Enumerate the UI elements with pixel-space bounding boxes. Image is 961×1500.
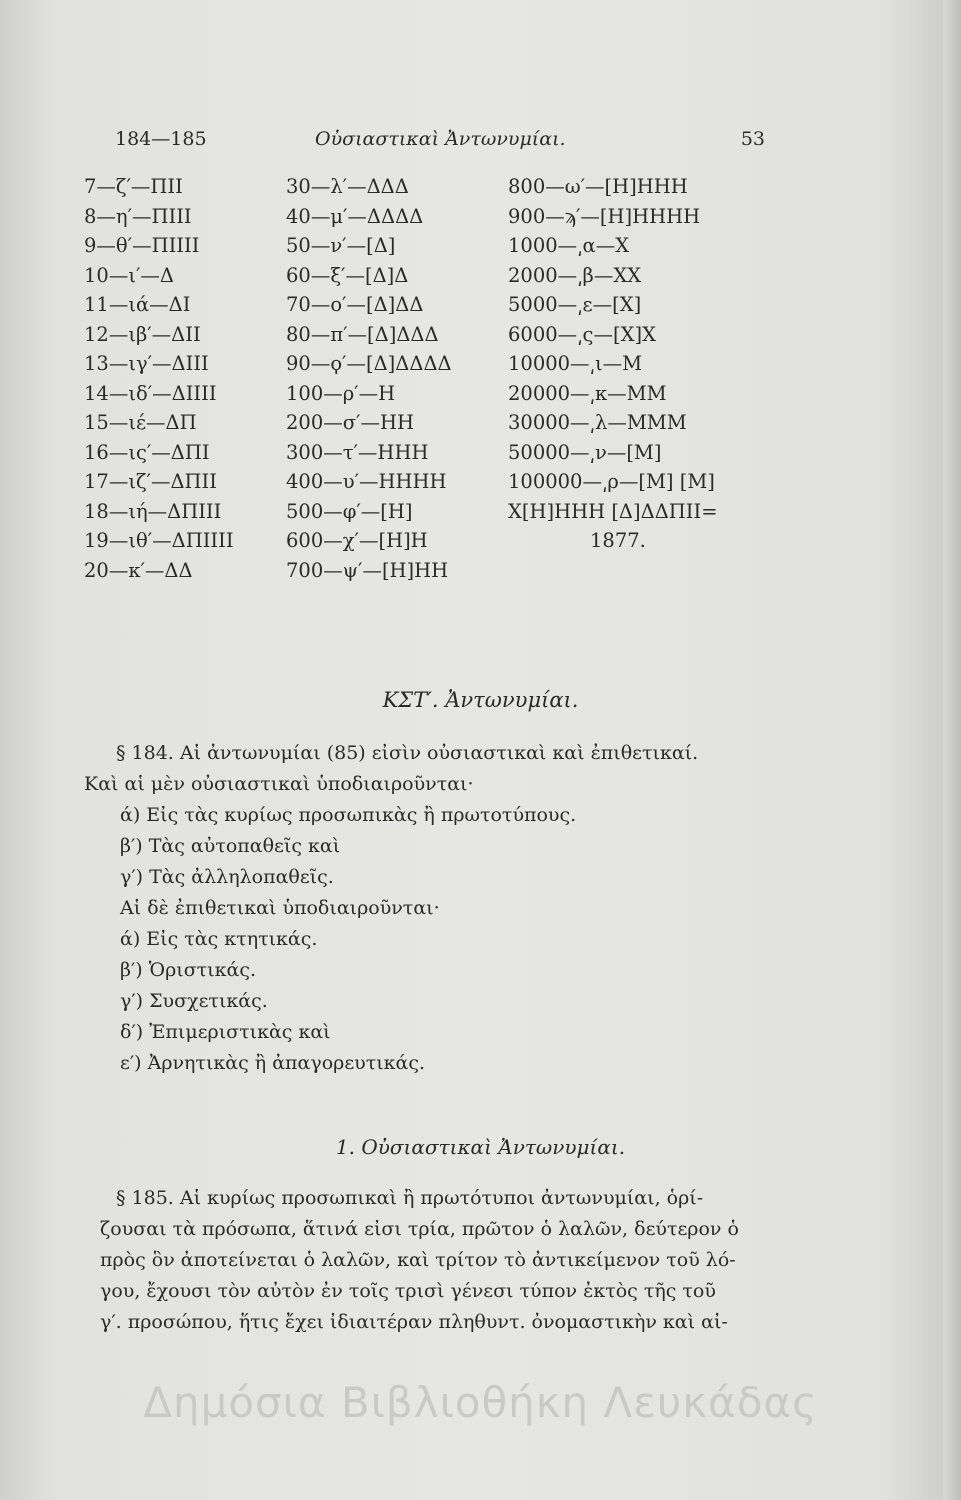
numeral-row: 90—ϙ′—[Δ]ΔΔΔΔ — [286, 352, 452, 375]
paragraph-185 — [100, 1183, 770, 1338]
list-item: δ′) Ἐπιμεριστικὰς καὶ — [120, 1021, 331, 1043]
text-line: Αἱ δὲ ἐπιθετικαὶ ὑποδιαιροῦνται· — [120, 897, 440, 919]
numeral-row: 800—ω′—[Η]ΗΗΗ — [508, 175, 688, 198]
page-number: 53 — [740, 128, 765, 150]
numeral-row: 400—υ′—ΗΗΗΗ — [286, 470, 447, 493]
list-item: ε′) Ἀρνητικὰς ἢ ἀπαγορευτικάς. — [120, 1052, 426, 1074]
numeral-row: 100000—͵ρ—[Μ] [Μ] — [508, 470, 715, 493]
numeral-row: 900—ϡ′—[Η]ΗΗΗΗ — [508, 204, 701, 228]
numeral-column-3 — [508, 172, 718, 556]
page-edge — [943, 0, 961, 1500]
numeral-row: 8—η′—ΠΙΙΙ — [84, 204, 192, 228]
list-item: ά) Εἰς τὰς κτητικάς. — [120, 928, 318, 950]
numeral-row: 14—ιδ′—ΔΙΙΙΙ — [84, 381, 217, 405]
numeral-row: 9—θ′—ΠΙΙΙΙ — [84, 234, 200, 257]
text-line: § 185. Αἱ κυρίως προσωπικαὶ ἢ πρωτότυποι ἀντωνυμίαι, ὁρί- — [116, 1187, 704, 1209]
running-header — [115, 128, 765, 158]
numeral-row: 40—μ′—ΔΔΔΔ — [286, 204, 424, 228]
numeral-row: 300—τ′—ΗΗΗ — [286, 440, 429, 464]
numeral-row: 70—ο′—[Δ]ΔΔ — [286, 293, 424, 316]
numeral-row: 30000—͵λ—ΜΜΜ — [508, 411, 687, 434]
text-line: πρὸς ὃν ἀποτείνεται ὁ λαλῶν, καὶ τρίτον τὸ ἀντικείμενον τοῦ λό- — [100, 1249, 736, 1271]
numeral-row: 700—ψ′—[Η]ΗΗ — [286, 558, 449, 582]
numeral-row: 15—ιέ—ΔΠ — [84, 411, 197, 434]
numeral-year: 1877. — [590, 529, 646, 552]
text-line: Καὶ αἱ μὲν οὐσιαστικαὶ ὑποδιαιροῦνται· — [84, 773, 474, 795]
subsection-heading: 1. Οὐσιαστικαὶ Ἀντωνυμίαι. — [335, 1135, 626, 1159]
numeral-row: 5000—͵ε—[Χ] — [508, 293, 642, 316]
numeral-row: 10—ι′—Δ — [84, 263, 174, 287]
numeral-row: 18—ιή—ΔΠΙΙΙ — [84, 499, 222, 523]
numeral-row: 2000—͵β—ΧΧ — [508, 263, 642, 287]
section-range: 184—185 — [115, 128, 207, 150]
numeral-row: 6000—͵ς—[Χ]Χ — [508, 322, 656, 346]
list-item: γ′) Συσχετικάς. — [120, 990, 268, 1012]
numeral-column-2 — [286, 172, 452, 585]
numeral-row: 17—ιζ′—ΔΠΙΙ — [84, 470, 217, 493]
running-title: Οὐσιαστικαὶ Ἀντωνυμίαι. — [315, 128, 566, 150]
numeral-row: 7—ζ′—ΠΙΙ — [84, 175, 183, 198]
numeral-row: 500—φ′—[Η] — [286, 499, 413, 523]
numeral-row: 80—π′—[Δ]ΔΔΔ — [286, 322, 439, 346]
section-heading: ΚΣΤ′. Ἀντωνυμίαι. — [382, 688, 579, 712]
text-line: § 184. Αἱ ἀντωνυμίαι (85) εἰσὶν οὐσιαστικαὶ καὶ ἐπιθετικαί. — [116, 742, 699, 764]
numeral-row: 11—ιά—ΔΙ — [84, 293, 191, 316]
text-line: γ′. προσώπου, ἥτις ἔχει ἰδιαιτέραν πληθυντ. ὀνομαστικὴν καὶ αἰ- — [100, 1311, 728, 1333]
numeral-row: 600—χ′—[Η]Η — [286, 529, 428, 552]
numeral-row: 50000—͵ν—[Μ] — [508, 440, 662, 464]
numeral-row: 60—ξ′—[Δ]Δ — [286, 263, 409, 287]
numeral-sum-row: Χ[Η]ΗΗΗ [Δ]ΔΔΠΙΙ= — [508, 499, 718, 523]
numeral-row: 1000—͵α—Χ — [508, 234, 630, 257]
paragraph-184 — [84, 738, 780, 1079]
numeral-row: 200—σ′—ΗΗ — [286, 411, 414, 434]
library-watermark: Δημόσια Βιβλιοθήκη Λευκάδας — [143, 1378, 818, 1427]
numeral-row: 10000—͵ι—Μ — [508, 352, 643, 375]
numeral-row: 12—ιβ′—ΔΙΙ — [84, 322, 201, 346]
numeral-row: 50—ν′—[Δ] — [286, 234, 396, 257]
list-item: β′) Τὰς αὐτοπαθεῖς καὶ — [120, 835, 341, 857]
numeral-column-1 — [84, 172, 234, 585]
text-line: γου, ἔχουσι τὸν αὐτὸν ἐν τοῖς τρισὶ γένεσι τύπον ἐκτὸς τῆς τοῦ — [100, 1280, 716, 1302]
numeral-row: 30—λ′—ΔΔΔ — [286, 175, 409, 198]
numeral-row: 20—κ′—ΔΔ — [84, 558, 193, 582]
numeral-row: 100—ρ′—Η — [286, 381, 396, 405]
numeral-row: 13—ιγ′—ΔΙΙΙ — [84, 352, 209, 375]
numeral-row: 16—ις′—ΔΠΙ — [84, 440, 210, 464]
list-item: β′) Ὁριστικάς. — [120, 959, 257, 981]
numeral-row: 19—ιθ′—ΔΠΙΙΙΙ — [84, 529, 234, 552]
list-item: γ′) Τὰς ἀλληλοπαθεῖς. — [120, 866, 334, 888]
numeral-row: 20000—͵κ—ΜΜ — [508, 381, 667, 405]
text-line: ζουσαι τὰ πρόσωπα, ἅτινά εἰσι τρία, πρῶτον ὁ λαλῶν, δεύτερον ὁ — [100, 1218, 739, 1240]
list-item: ά) Εἰς τὰς κυρίως προσωπικὰς ἢ πρωτοτύπους. — [120, 804, 577, 826]
